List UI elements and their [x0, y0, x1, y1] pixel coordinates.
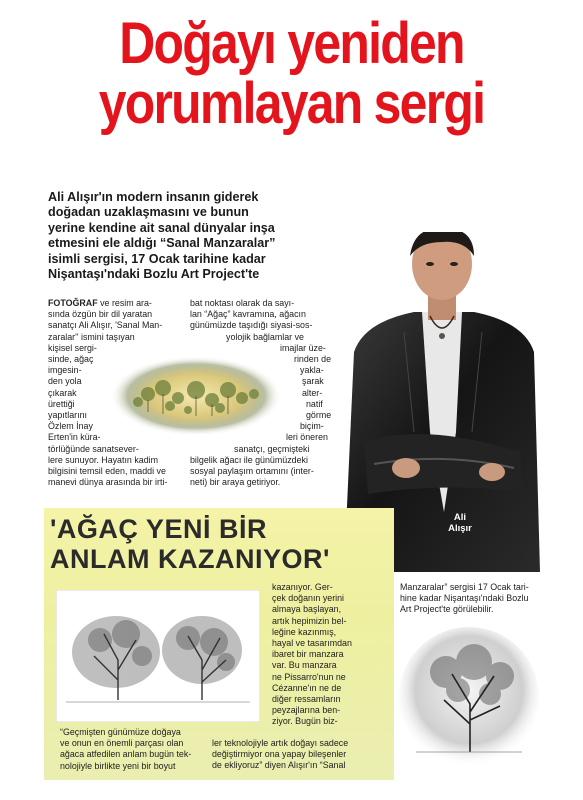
- text-line: bilgisini temsil eden, maddi ve: [48, 466, 166, 477]
- text-line: ler teknolojiyle artık doğayı sadece: [212, 738, 349, 748]
- lead-line: etmesini ele aldığı “Sanal Manzaralar”: [48, 236, 276, 251]
- text-line: ibaret bir manzara: [272, 649, 344, 660]
- dropword: FOTOĞRAF: [48, 298, 98, 308]
- text-line: natif: [306, 398, 323, 409]
- text-line: var. Bu manzara: [272, 660, 337, 671]
- text-line: sında özgün bir dil yaratan: [48, 309, 153, 320]
- text-line: sanatçı, geçmişteki: [234, 443, 310, 454]
- text-line: ürettiği: [48, 398, 75, 409]
- text-line: alter-: [302, 387, 323, 398]
- text-line: şarak: [302, 376, 324, 387]
- lead-line: doğadan uzaklaşmasını ve bunun: [48, 205, 249, 220]
- lead-line: isimli sergisi, 17 Ocak tarihine kadar: [48, 251, 266, 266]
- text-line: lan “Ağaç” kavramına, ağacın: [190, 309, 306, 320]
- subheading-line: ANLAM KAZANIYOR': [50, 544, 330, 574]
- subheading: [50, 514, 410, 574]
- text-line: Erten'in küra-: [48, 432, 101, 443]
- text-line: neti) bir araya getiriyor.: [190, 477, 281, 488]
- text-line: Cézanne'ın ne de: [272, 682, 342, 693]
- text-line: yakla-: [300, 365, 324, 376]
- text-line: bat noktası olarak da sayı-: [190, 298, 295, 308]
- text-line: günümüzde taşıdığı siyasi-sos-: [190, 320, 313, 331]
- text-line: değiştirmiyor ona yapay bileşenler: [212, 749, 347, 760]
- tree-circle-artwork: [396, 624, 542, 770]
- text-line: imajlar üze-: [280, 342, 326, 353]
- tree-pair-artwork: [56, 590, 260, 722]
- body-column-4-continued: [212, 738, 392, 772]
- text-line: leğine kazınmış,: [272, 626, 337, 637]
- photo-caption: [430, 512, 490, 534]
- headline-line: yorumlayan sergi: [98, 71, 485, 136]
- text-line: törlüğünde sanatsever-: [48, 443, 139, 454]
- text-line: çıkarak: [48, 387, 77, 398]
- body-column-3: [272, 582, 392, 728]
- text-line: de ekliyoruz” diyen Alışır'ın “Sanal: [212, 760, 346, 771]
- text-line: ve onun en önemli parçası olan: [60, 738, 184, 749]
- caption-line: Alışır: [448, 523, 472, 534]
- caption-line: Ali: [453, 512, 467, 523]
- text-line: bilgelik ağacı ile günümüzdeki: [190, 454, 308, 465]
- text-line: diğer ressamların: [272, 694, 341, 705]
- text-line: “Geçmişten günümüze doğaya: [60, 727, 181, 737]
- text-line: ziyor. Bugün biz-: [272, 716, 338, 727]
- text-line: Manzaralar” sergisi 17 Ocak tari-: [400, 582, 529, 592]
- text-line: ne Pissarro'nun ne: [272, 671, 346, 682]
- text-line: nolojiyle birlikte yeni bir boyut: [60, 760, 176, 771]
- text-line: leri öneren: [286, 432, 328, 443]
- text-line: Özlem İnay: [48, 421, 93, 432]
- headline: [41, 11, 542, 136]
- body-column-5: [400, 582, 560, 616]
- text-line: kazanıyor. Ger-: [272, 582, 333, 592]
- first-line: [48, 298, 186, 309]
- text-line: sosyal paylaşım ortamını (inter-: [190, 466, 314, 477]
- text-line: manevi dünya arasında bir irti-: [48, 477, 168, 488]
- lead-paragraph: [48, 190, 348, 282]
- text-line: biçim-: [300, 421, 324, 432]
- text-line: artık hepimizin bel-: [272, 615, 347, 626]
- lead-line: yerine kendine ait sanal dünyalar inşa: [48, 220, 275, 235]
- subheading-line: 'AĞAÇ YENİ BİR: [50, 514, 267, 544]
- tree-ellipse-artwork: [108, 354, 284, 438]
- text-line: rinden de: [294, 354, 332, 365]
- text-line: ağaca atfedilen anlam bugün tek-: [60, 749, 192, 760]
- text-line: görme: [306, 410, 332, 421]
- text-line: yapıtlarını: [48, 410, 87, 421]
- text-line: sinde, ağaç: [48, 354, 94, 365]
- text-line: hine kadar Nişantaşı'ndaki Bozlu: [400, 593, 529, 604]
- text-line: zaralar'' ismini taşıyan: [48, 331, 135, 342]
- lead-line: Ali Alışır'ın modern insanın giderek: [48, 190, 259, 204]
- text-line: yolojik bağlamlar ve: [226, 331, 304, 342]
- text-line: sanatçı Ali Alışır, 'Sanal Man-: [48, 320, 163, 331]
- text-line: çek doğanın yerini: [272, 593, 345, 604]
- headline-line: Doğayı yeniden: [119, 11, 464, 76]
- text-line: Art Project'te görülebilir.: [400, 604, 494, 615]
- text-line: imgesin-: [48, 365, 82, 376]
- text-line: lere sunuyor. Hayatın kadim: [48, 454, 159, 465]
- text-line: kişisel sergi-: [48, 342, 97, 353]
- text-line: hayal ve tasarımdan: [272, 638, 352, 649]
- first-line-rest: ve resim ara-: [97, 298, 152, 308]
- text-line: almaya başlayan,: [272, 604, 342, 615]
- lead-line: Nişantaşı'ndaki Bozlu Art Project'te: [48, 267, 260, 282]
- text-line: den yola: [48, 376, 82, 387]
- text-line: peyzajlarına ben-: [272, 705, 341, 716]
